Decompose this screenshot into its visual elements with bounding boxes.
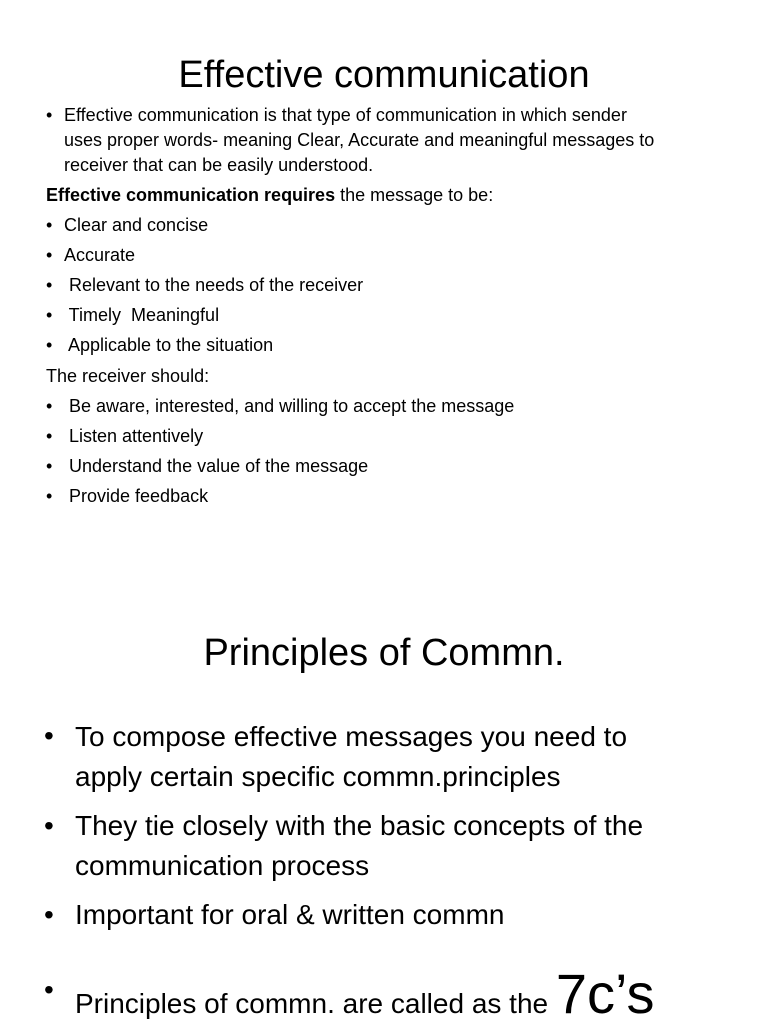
bullet-glyph: •: [46, 426, 53, 446]
principle-line: Important for oral & written commn: [75, 899, 505, 930]
bullet-glyph: •: [44, 810, 54, 841]
list-item-message: Timely Meaningful: [64, 305, 220, 325]
list-item-receiver: Be aware, interested, and willing to accept the message: [69, 396, 515, 416]
bullet-glyph: •: [46, 215, 53, 235]
slide-principles-of-commn: [0, 600, 768, 1024]
bullet-glyph: •: [46, 396, 53, 416]
requires-bold-text: Effective communication requires: [46, 185, 336, 205]
principle-prefix: Principles of commn. are called as the: [75, 988, 556, 1019]
bullet-glyph: •: [46, 486, 53, 506]
principle-line-7cs: [75, 962, 655, 1032]
slide-title: Principles of Commn.: [203, 632, 565, 674]
list-item-message: Applicable to the situation: [64, 335, 274, 355]
bullet-glyph: •: [46, 245, 53, 265]
seven-cs-emphasis: 7c’s: [555, 962, 655, 1025]
list-item-message: Clear and concise: [64, 215, 209, 235]
list-item-message: Relevant to the needs of the receiver: [64, 275, 364, 295]
list-item-message: Accurate: [64, 245, 136, 265]
bullet-glyph: •: [46, 105, 53, 125]
list-item-receiver: Understand the value of the message: [69, 456, 369, 476]
bullet-glyph: •: [46, 456, 53, 476]
principle-line: They tie closely with the basic concepts of the: [75, 810, 644, 841]
principle-line: apply certain specific commn.principles: [75, 761, 561, 792]
slide-title: Effective communication: [178, 54, 590, 96]
principle-line: communication process: [75, 850, 370, 881]
bullet-glyph: •: [44, 974, 54, 1005]
intro-line-1: Effective communication is that type of communication in which sender: [64, 105, 627, 125]
intro-line-3: receiver that can be easily understood.: [64, 155, 374, 175]
bullet-glyph: •: [44, 720, 54, 751]
bullet-glyph: •: [46, 335, 53, 355]
principle-line: To compose effective messages you need to: [75, 721, 628, 752]
list-item-receiver: Provide feedback: [69, 486, 209, 506]
intro-line-2: uses proper words- meaning Clear, Accurate and meaningful messages to: [64, 130, 655, 150]
receiver-heading: The receiver should:: [46, 366, 210, 386]
bullet-glyph: •: [44, 899, 54, 930]
requires-line: [46, 183, 493, 207]
requires-rest-text: the message to be:: [335, 185, 494, 205]
bullet-glyph: •: [46, 305, 53, 325]
list-item-receiver: Listen attentively: [69, 426, 204, 446]
bullet-glyph: •: [46, 275, 53, 295]
